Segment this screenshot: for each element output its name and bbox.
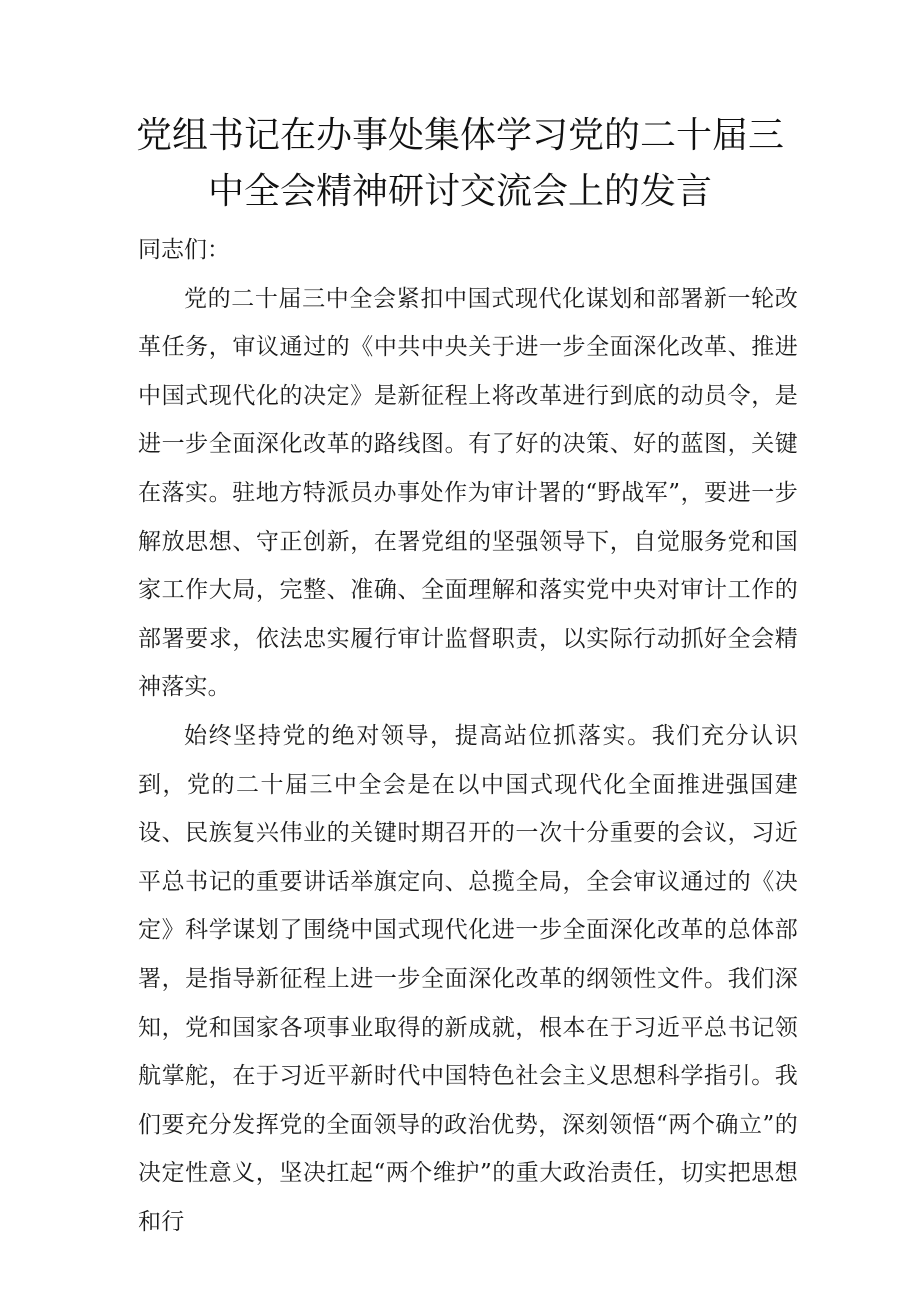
paragraph-1: 党的二十届三中全会紧扣中国式现代化谋划和部署新一轮改革任务，审议通过的《中共中央关于进一步全面深化改革、推进中国式现代化的决定》是新征程上将改革进行到底的动员令，是进一步全面深化改革的路线图。有了好的决策、好的蓝图，关键在落实。驻地方特派员办事处作为审计署的“野战军”，要进一步解放思想、守正创新，在署党组的坚强领导下，自觉服务党和国家工作大局，完整、准确、全面理解和落实党中央对审计工作的部署要求，依法忠实履行审计监督职责，以实际行动抓好全会精神落实。 bbox=[138, 285, 798, 701]
title-line-2: 中全会精神研讨交流会上的发言 bbox=[207, 171, 712, 212]
document-body bbox=[138, 226, 798, 1246]
salutation: 同志们： bbox=[138, 237, 230, 263]
title-line-1: 党组书记在办事处集体学习党的二十届三 bbox=[135, 115, 784, 156]
paragraph-2: 始终坚持党的绝对领导，提高站位抓落实。我们充分认识到，党的二十届三中全会是在以中国式现代化全面推进强国建设、民族复兴伟业的关键时期召开的一次十分重要的会议，习近平总书记的重要讲话举旗定向、总揽全局，全会审议通过的《决定》科学谋划了围绕中国式现代化进一步全面深化改革的总体部署，是指导新征程上进一步全面深化改革的纲领性文件。我们深知，党和国家各项事业取得的新成就，根本在于习近平总书记领航掌舵，在于习近平新时代中国特色社会主义思想科学指引。我们要充分发挥党的全面领导的政治优势，深刻领悟“两个确立”的决定性意义，坚决扛起“两个维护”的重大政治责任，切实把思想和行 bbox=[138, 722, 798, 1235]
document-title bbox=[100, 108, 820, 220]
